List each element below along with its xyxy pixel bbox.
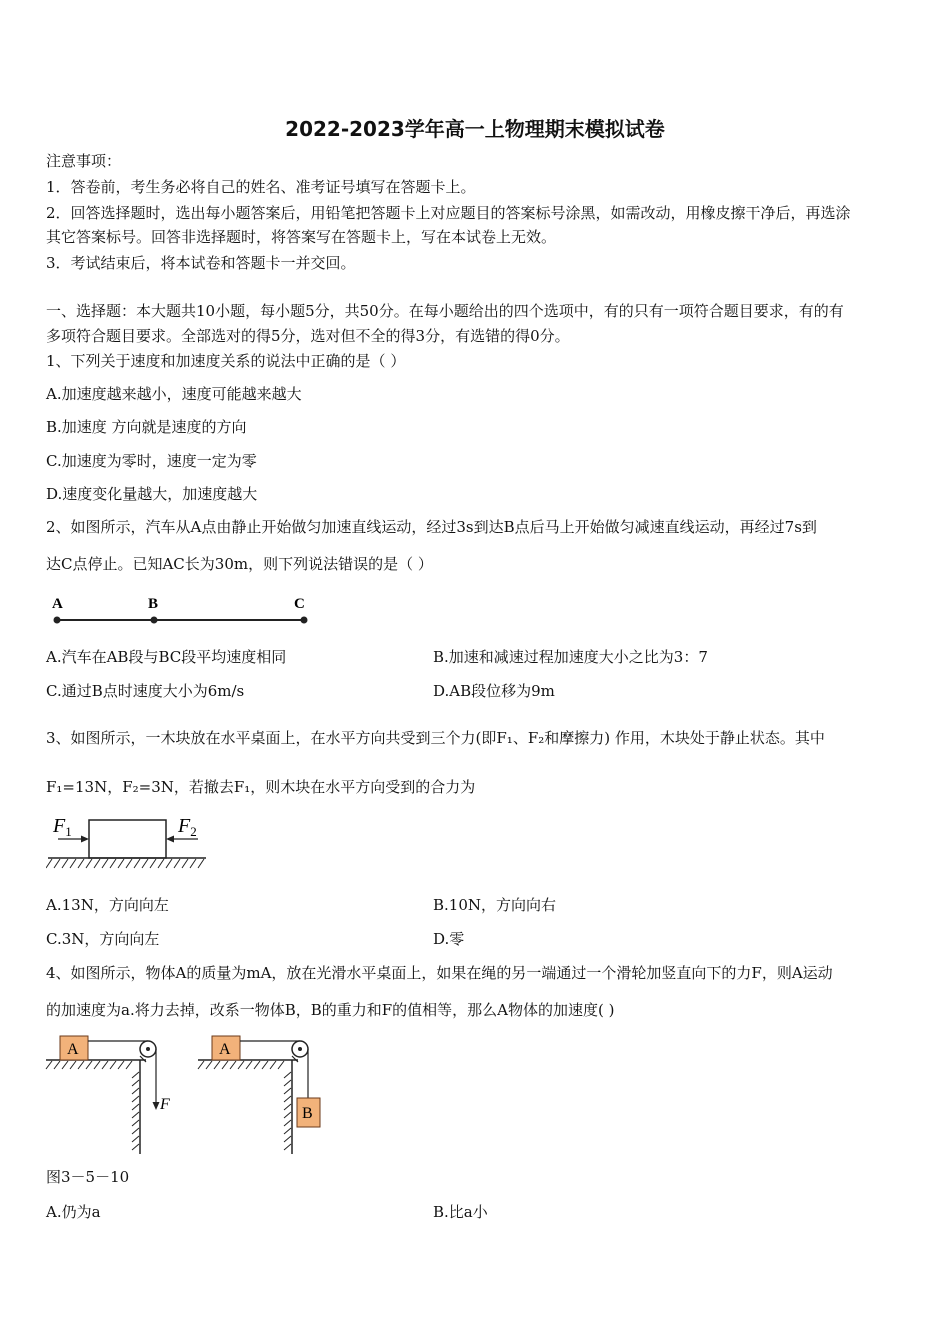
q3-stem-line1: 3、如图所示，一木块放在水平桌面上，在水平方向共受到三个力(即F₁、F₂和摩擦力) 作用，木块处于静止状态。其中	[46, 729, 825, 747]
q3-label-f2: $F_2$	[178, 815, 197, 839]
notice-item-3: 3．考试结束后，将本试卷和答题卡一并交回。	[46, 254, 356, 272]
q3-option-c: C.3N，方向向左	[46, 930, 160, 948]
q4r-label-b: B	[302, 1105, 313, 1122]
q3-ground-hatch	[46, 859, 204, 868]
q4-option-a: A.仍为a	[46, 1203, 101, 1221]
q4r-label-a: A	[219, 1041, 231, 1058]
q3-option-d: D.零	[433, 930, 465, 948]
q4-figure-caption: 图3－5－10	[46, 1168, 130, 1186]
q2-option-c: C.通过B点时速度大小为6m/s	[46, 682, 245, 700]
q3-option-a: A.13N，方向向左	[46, 896, 169, 914]
q4l-table-hatch	[46, 1061, 132, 1069]
q4-figure-right	[196, 1032, 331, 1157]
q4l-pulley-axle	[146, 1047, 150, 1051]
section-intro-line1: 一、选择题：本大题共10小题，每小题5分，共50分。在每小题给出的四个选项中，有的只有一项符合题目要求，有的有	[46, 302, 844, 320]
q3-stem-line2: F₁=13N，F₂=3N，若撤去F₁，则木块在水平方向受到的合力为	[46, 778, 476, 796]
notice-item-1: 1．答卷前，考生务必将自己的姓名、准考证号填写在答题卡上。	[46, 178, 476, 196]
notice-item-2: 2．回答选择题时，选出每小题答案后，用铅笔把答题卡上对应题目的答案标号涂黑，如需改动，用橡皮擦干净后，再选涂	[46, 204, 851, 222]
q4l-label-a: A	[67, 1041, 79, 1058]
q1-option-b: B.加速度 方向就是速度的方向	[46, 418, 247, 436]
q3-option-b: B.10N，方向向右	[433, 896, 557, 914]
q1-option-c: C.加速度为零时，速度一定为零	[46, 452, 257, 470]
q1-stem: 1、下列关于速度和加速度关系的说法中正确的是（ ）	[46, 352, 406, 370]
q3-block	[89, 820, 166, 858]
q2-label-a: A	[52, 596, 63, 612]
page-title: 2022-2023学年高一上物理期末模拟试卷	[285, 117, 665, 141]
notice-heading: 注意事项：	[46, 152, 122, 170]
q4l-label-f: F	[160, 1096, 170, 1113]
q4r-side-hatch	[284, 1072, 291, 1150]
q2-option-b: B.加速和减速过程加速度大小之比为3：7	[433, 648, 708, 666]
q1-option-d: D.速度变化量越大，加速度越大	[46, 485, 258, 503]
q2-option-d: D.AB段位移为9m	[433, 682, 555, 700]
q4-stem-line2: 的加速度为a.将力去掉，改系一物体B，B的重力和F的值相等，那么A物体的加速度( )	[46, 1001, 615, 1019]
q4r-pulley-axle	[298, 1047, 302, 1051]
q4-option-b: B.比a小	[433, 1203, 488, 1221]
notice-item-2-cont: 其它答案标号。回答非选择题时，将答案写在答题卡上，写在本试卷上无效。	[46, 228, 557, 246]
q2-point-a	[54, 617, 61, 624]
q3-figure	[46, 808, 211, 874]
q2-label-c: C	[294, 596, 305, 612]
q4r-table-hatch	[198, 1061, 284, 1069]
q4-stem-line1: 4、如图所示，物体A的质量为mA，放在光滑水平桌面上，如果在绳的另一端通过一个滑轮加竖直向下的力F，则A运动	[46, 964, 833, 982]
q3-f2-arrowhead	[166, 836, 174, 843]
q2-figure	[46, 590, 316, 630]
q3-f1-arrowhead	[81, 836, 89, 843]
q2-label-b: B	[148, 596, 159, 612]
q2-stem-line2: 达C点停止。已知AC长为30m，则下列说法错误的是（ ）	[46, 555, 433, 573]
q2-option-a: A.汽车在AB段与BC段平均速度相同	[46, 648, 287, 666]
q1-option-a: A.加速度越来越小，速度可能越来越大	[46, 385, 302, 403]
q2-stem-line1: 2、如图所示，汽车从A点由静止开始做匀加速直线运动，经过3s到达B点后马上开始做匀减速直线运动，再经过7s到	[46, 518, 817, 536]
q2-point-c	[301, 617, 308, 624]
q3-label-f1: $F_1$	[53, 815, 72, 839]
q4l-side-hatch	[132, 1072, 139, 1150]
section-intro-line2: 多项符合题目要求。全部选对的得5分，选对但不全的得3分，有选错的得0分。	[46, 327, 570, 345]
q4l-force-arrowhead	[153, 1102, 160, 1110]
q4-figure-left	[44, 1032, 179, 1157]
q2-point-b	[151, 617, 158, 624]
